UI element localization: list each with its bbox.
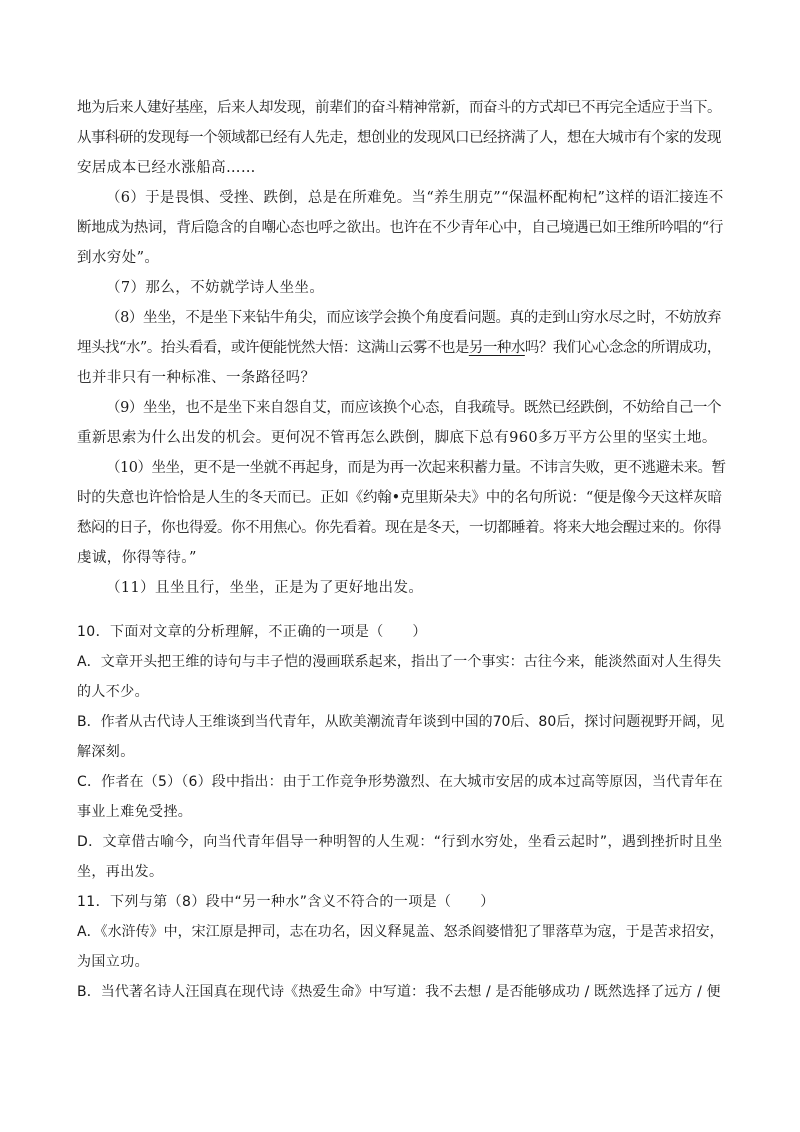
paragraph-8-text: 吗？我们心心念念的所谓成功，: [524, 340, 721, 356]
paragraph-6-line: 断地成为热词，背后隐含的自嘲心态也呼之欲出。也许在不少青年心中，自己境遇已如王维所吟唱的“行: [77, 220, 724, 236]
paragraph-8-text: 埋头找“水”。抬头看看，或许便能恍然大悟：这满山云雾不也是: [77, 340, 469, 356]
question-10-option-a: A．文章开头把王维的诗句与丰子恺的漫画联系起来，指出了一个事实：古往今来，能淡然面对人生得失: [77, 654, 722, 670]
paragraph-8-line: （8）坐坐，不是坐下来钻牛角尖，而应该学会换个角度看问题。真的走到山穷水尽之时，不妨放弃: [106, 310, 722, 326]
paragraph-5-line: 地为后来人建好基座，后来人却发现，前辈们的奋斗精神常新，而奋斗的方式却已不再完全适应于当下。: [77, 100, 721, 116]
paragraph-10-line: 时的失意也许恰恰是人生的冬天而已。正如《约翰•克里斯朵夫》中的名句所说：“便是像今天这样灰暗: [77, 490, 722, 506]
paragraph-6-line: 到水穷处”。: [77, 250, 160, 266]
question-11-stem: 11．下列与第（8）段中“另一种水”含义不符合的一项是（ ）: [77, 894, 495, 910]
paragraph-11: （11）且坐且行，坐坐，正是为了更好地出发。: [106, 580, 424, 596]
paragraph-5-line: 安居成本已经水涨船高……: [77, 160, 256, 176]
paragraph-9-line: （9）坐坐，也不是坐下来自怨自艾，而应该换个心态，自我疏导。既然已经跌倒，不妨给自己一个: [106, 400, 722, 416]
paragraph-6-line: （6）于是畏惧、受挫、跌倒，总是在所难免。当“养生朋克”“保温杯配枸杞”这样的语汇接连不: [106, 190, 724, 206]
paragraph-5-line: 从事科研的发现每一个领域都已经有人先走，想创业的发现风口已经挤满了人，想在大城市有个家的发现: [77, 130, 721, 146]
question-10-option-d: D．文章借古喻今，向当代青年倡导一种明智的人生观：“行到水穷处，坐看云起时”，遇到挫折时且坐: [77, 834, 723, 850]
questions-section: [77, 617, 725, 1007]
question-10-option-b: B．作者从古代诗人王维谈到当代青年，从欧美潮流青年谈到中国的70后、80后，探讨问题视野开阔，见: [77, 714, 725, 730]
question-10-option-d: 坐，再出发。: [77, 864, 164, 880]
question-10-option-b: 解深刻。: [77, 744, 135, 760]
question-11-option-b: B．当代著名诗人汪国真在现代诗《热爱生命》中写道：我不去想 / 是否能够成功 / 既然选择了远方 / 便: [77, 984, 721, 1000]
question-10-stem: 10．下面对文章的分析理解，不正确的一项是（ ）: [77, 624, 427, 640]
paragraph-8-line: [77, 333, 725, 363]
paragraph-9-line: 重新思索为什么出发的机会。更何况不管再怎么跌倒，脚底下总有960多万平方公里的坚实土地。: [77, 430, 717, 446]
paragraph-10-line: 愁闷的日子，你也得爱。你不用焦心。你先看着。现在是冬天，一切都睡着。将来大地会醒过来的。你得: [77, 520, 721, 536]
underlined-phrase: 另一种水: [468, 340, 525, 356]
paragraph-10-line: （10）坐坐，更不是一坐就不再起身，而是为再一次起来积蓄力量。不讳言失败，更不逃避未来。暂: [106, 460, 726, 476]
reading-passage: [77, 93, 725, 603]
question-11-option-a: A．《水浒传》中，宋江原是押司，志在功名，因义释晁盖、怒杀阎婆惜犯了罪落草为寇，于是苦求招安，: [77, 924, 724, 940]
paragraph-10-line: 虔诚，你得等待。”: [77, 550, 197, 566]
paragraph-7: （7）那么，不妨就学诗人坐坐。: [106, 280, 325, 296]
question-10-option-a: 的人不少。: [77, 684, 149, 700]
paragraph-8-line: 也并非只有一种标准、一条路径吗？: [77, 370, 316, 386]
question-10-option-c: 事业上难免受挫。: [77, 804, 193, 820]
question-10-option-c: C．作者在（5）（6）段中指出：由于工作竞争形势激烈、在大城市安居的成本过高等原因，当代青年在: [77, 774, 723, 790]
question-11-option-a: 为国立功。: [77, 954, 149, 970]
